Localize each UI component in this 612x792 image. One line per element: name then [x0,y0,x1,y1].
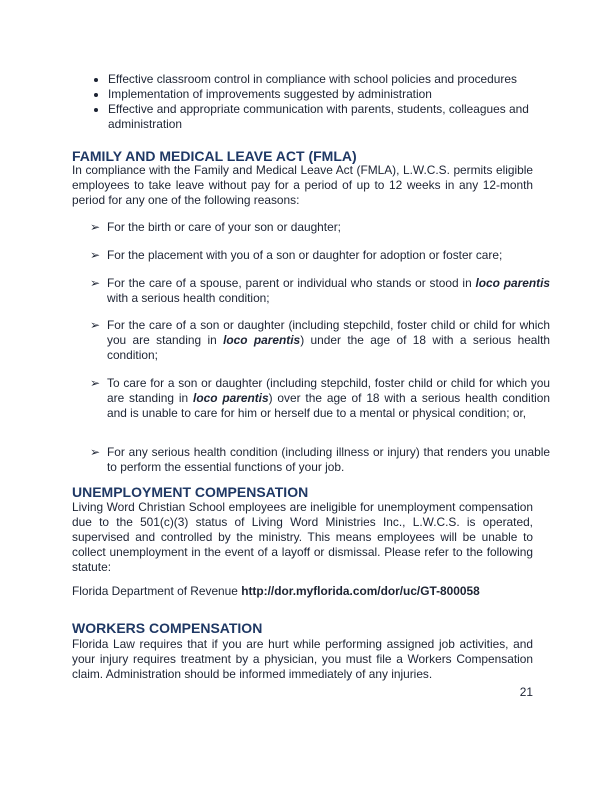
fmla-heading: FAMILY AND MEDICAL LEAVE ACT (FMLA) [72,148,357,164]
list-item: ➢ For the care of a son or daughter (including stepchild, foster child or child for which you are standing in loco parentis) under the age of 18 with a serious health condition; [90,318,550,362]
arrow-bullet-icon: ➢ [90,276,100,290]
unemployment-heading: UNEMPLOYMENT COMPENSATION [72,484,309,500]
duties-list [90,72,553,132]
arrow-bullet-icon: ➢ [90,248,100,262]
workers-heading: WORKERS COMPENSATION [72,620,263,636]
workers-text: Florida Law requires that if you are hurt while performing assigned job activities, and your injury requires treatment by a physician, you must file a Workers Compensation claim. Administration should be informed immediately of any injuries. [72,637,533,681]
list-item: ➢ For the birth or care of your son or daughter; [90,220,341,234]
list-item: ➢ For any serious health condition (including illness or injury) that renders you unable to perform the essential functions of your job. [90,445,550,474]
arrow-bullet-icon: ➢ [90,376,100,390]
list-item: ➢ For the placement with you of a son or daughter for adoption or foster care; [90,248,503,262]
statute-reference: Florida Department of Revenue http://dor.myflorida.com/dor/uc/GT-800058 [72,584,480,598]
list-item: ➢ For the care of a spouse, parent or individual who stands or stood in loco parentis with a serious health condition; [90,276,550,305]
list-item: ➢ To care for a son or daughter (including stepchild, foster child or child for which you are standing in loco parentis) over the age of 18 with a serious health condition and is unable to care for him or herself due to a mental or physical condition; or, [90,376,550,420]
list-item: • Implementation of improvements suggested by administration [108,87,553,102]
fmla-intro: In compliance with the Family and Medical Leave Act (FMLA), L.W.C.S. permits eligible employees to take leave without pay for a period of up to 12 weeks in any 12-month period for any one of the following reasons: [72,163,533,207]
arrow-bullet-icon: ➢ [90,445,100,459]
list-item: • Effective and appropriate communication with parents, students, colleagues and administration [108,102,553,132]
unemployment-text: Living Word Christian School employees are ineligible for unemployment compensation due to the 501(c)(3) status of Living Word Ministries Inc., L.W.C.S. is operated, supervised and controlled by the ministry. This means employees will be unable to collect unemployment in the event of a layoff or dismissal. Please refer to the following statute: [72,500,533,574]
list-item: • Effective classroom control in compliance with school policies and procedures [108,72,553,87]
arrow-bullet-icon: ➢ [90,318,100,332]
arrow-bullet-icon: ➢ [90,220,100,234]
page-number: 21 [519,685,533,699]
statute-link[interactable]: http://dor.myflorida.com/dor/uc/GT-800058 [241,584,480,598]
